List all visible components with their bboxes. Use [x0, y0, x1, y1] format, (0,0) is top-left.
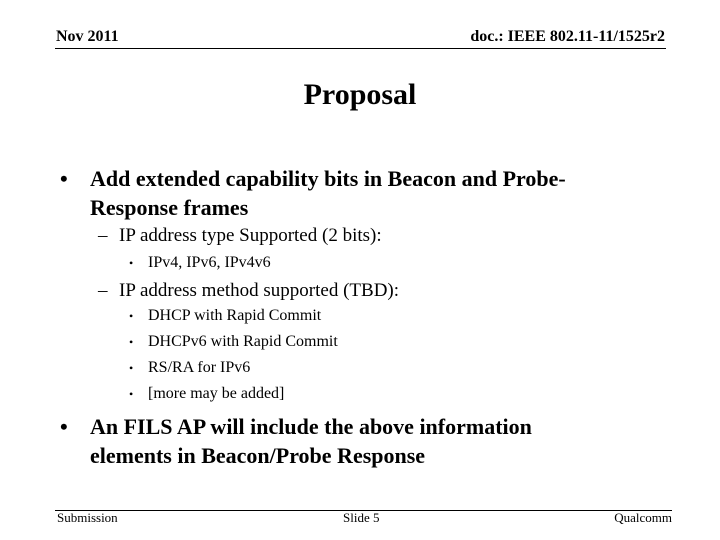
bullet-1-line-2: Response frames	[90, 195, 249, 220]
list-item	[129, 358, 649, 380]
bullet-2-line-2: elements in Beacon/Probe Response	[90, 443, 426, 468]
slide-title: Proposal	[303, 78, 417, 111]
list-item	[129, 253, 649, 275]
sub-bullet-ip-type	[98, 225, 658, 249]
footer-submission: Submission	[57, 510, 118, 525]
sub-bullet-ip-method-text: IP address method supported (TBD):	[119, 280, 400, 301]
list-item-marker: •	[129, 387, 134, 401]
sub-bullet-ip-method-marker: –	[98, 280, 108, 301]
list-item	[129, 332, 649, 354]
list-item-marker: •	[129, 361, 134, 375]
bullet-2-line-1: An FILS AP will include the above information	[90, 414, 532, 439]
bullet-1-line-1: Add extended capability bits in Beacon and Probe-	[90, 166, 566, 191]
list-item	[129, 306, 649, 328]
list-item-text: DHCPv6 with Rapid Commit	[148, 333, 338, 350]
list-item-marker: •	[129, 256, 134, 270]
list-item-marker: •	[129, 309, 134, 323]
sub-bullet-ip-type-marker: –	[98, 225, 108, 246]
header-rule	[55, 48, 666, 49]
header-date: Nov 2011	[56, 28, 119, 45]
list-item	[129, 384, 649, 406]
footer-slide-number: Slide 5	[343, 510, 380, 525]
bullet-2	[60, 412, 680, 472]
list-item-text: IPv4, IPv6, IPv4v6	[148, 254, 271, 271]
list-item-text: [more may be added]	[148, 385, 285, 402]
bullet-1	[60, 164, 680, 224]
header-doc-id: doc.: IEEE 802.11-11/1525r2	[470, 28, 665, 45]
list-item-text: DHCP with Rapid Commit	[148, 307, 322, 324]
sub-bullet-ip-method	[98, 280, 658, 304]
bullet-1-marker: •	[60, 166, 68, 191]
list-item-text: RS/RA for IPv6	[148, 359, 251, 376]
list-item-marker: •	[129, 335, 134, 349]
footer-affiliation: Qualcomm	[614, 510, 672, 525]
bullet-2-marker: •	[60, 414, 68, 439]
sub-bullet-ip-type-text: IP address type Supported (2 bits):	[119, 225, 382, 246]
